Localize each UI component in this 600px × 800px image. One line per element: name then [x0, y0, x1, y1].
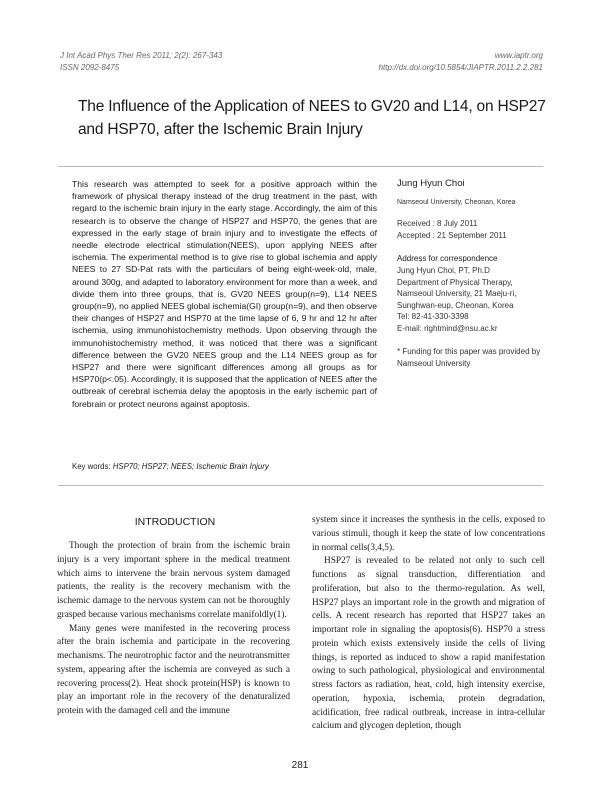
doi-link[interactable]: http://dx.doi.org/10.5854/JIAPTR.2011.2.2.281: [378, 63, 543, 72]
submission-dates: [397, 218, 547, 242]
journal-header-right: [379, 50, 543, 74]
body-column-right: [312, 514, 545, 734]
correspondence-line: Department of Physical Therapy,: [397, 277, 513, 287]
correspondence-line: Namseoul University, 21 Maeju-ri,: [397, 289, 517, 298]
body-paragraph: Though the protection of brain from the ischemic brain injury is a very important sphere in the medical treatment which aims to intervene the brain nervous system damaged patients, the reality is the recovery mechanism with the ischemic damage to the nervous system can not be thoroughly grasped because various mechanisms correlate manifoldly(1).: [57, 541, 290, 620]
author-sidebar: [397, 178, 547, 369]
author-affiliation: Namseoul University, Cheonan, Korea: [397, 199, 516, 206]
correspondence-phone: Tel: 82-41-330-3398: [397, 312, 469, 321]
journal-header-left: [60, 50, 222, 74]
paper-title: The Influence of the Application of NEES to GV20 and L14, on HSP27 and HSP70, after the Ischemic Brain Injury: [78, 98, 546, 138]
journal-citation: J Int Acad Phys Ther Res 2011; 2(2): 267-343: [60, 51, 223, 60]
correspondence-line: Sunghwan-eup, Cheonan, Korea: [397, 300, 514, 310]
correspondence-block: [397, 265, 547, 334]
keywords-list: HSP70; HSP27; NEES; Ischemic Brain Injury: [112, 462, 269, 471]
body-paragraph: system since it increases the synthesis in the cells, exposed to various stimuli, though it keep the state of low concentrations in normal cells(3,4,5).: [312, 515, 545, 553]
keywords: [72, 462, 377, 471]
accepted-date: Accepted : 21 September 2011: [397, 231, 507, 240]
received-date: Received : 8 July 2011: [397, 219, 478, 228]
correspondence-email[interactable]: E-mail: rightmind@nsu.ac.kr: [397, 323, 498, 333]
keywords-label: Key words:: [72, 462, 111, 471]
body-column-left: [57, 540, 290, 719]
correspondence-line: Jung Hyun Choi, PT, Ph.D: [397, 266, 490, 275]
journal-website[interactable]: www.iaptr.org: [494, 51, 543, 60]
body-paragraph: HSP27 is revealed to be related not only to such cell functions as signal transduction, differentiation and proliferation, but also to the thermo-regulation. As well, HSP27 plays an important role in the growth and migration of cells. A recent research has reported that HSP27 takes an important role in signaling the apoptosis(6). HSP70 a stress protein which exists extensively inside the cells of living things, is reported as induced to show a rapid manifestation owing to such pathological, physiological and environmental stress factors as radiation, heat, cold, high intensity exercise, operation, hypoxia, ischemia, protein degradation, acidification, free radical outbreak, increase in intra-cellular calcium and glycogen depletion, though: [312, 556, 545, 732]
introduction-heading: INTRODUCTION: [134, 516, 216, 528]
section-divider: [58, 485, 543, 486]
top-divider: [58, 166, 543, 167]
issn: ISSN 2092-8475: [60, 63, 120, 72]
author-name: Jung Hyun Choi: [397, 178, 465, 189]
body-paragraph: Many genes were manifested in the recovering process after the brain ischemia and participate in the recovering mechanisms. The neurotrophic factor and the neurotransmitter system, appearing after the ischemia are conveyed as such a recovering process(2). Heat shock protein(HSP) is known to play an important role in the recovery of the denaturalized protein with the damaged cell and the immune: [57, 623, 290, 716]
abstract: This research was attempted to seek for a positive approach within the framework of physical therapy instead of the drug treatment in the past, with regard to the ischemic brain injury in the early stage. Accordingly, the aim of this research is to observe the change of HSP27 and HSP70, the genes that are expressed in the early stage of brain injury and to investigate the effects of needle electrode electrical stimulation(NEES), upon applying NEES after ischemia. The experimental method is to give rise to global ischemia and apply NEES to 27 SD-Pat rats with the particulars of being eight-week-old, male, around 300g, and adapted to laboratory environment for more than a week, and divide them into three groups, that is, GV20 NEES group(n=9), L14 NEES group(n=9), no applied NEES global ischemia(GI) group(n=9), and then observe their changes of HSP27 and HSP70 at the time lapse of 6, 9 hr and 12 hr after ischemia, using immunohistochemistry methods. Upon observing through the immunohistochemistry method, it was noticed that there was a significant difference between the GV20 NEES group and the L14 NEES group as for HSP27 and there were significant differences among all groups as for HSP70(p<.05). Accordingly, it is supposed that the application of NEES after the outbreak of cerebral ischemia delay the apoptosis in the early ischemic part of forebrain or protect neurons against apoptosis.: [72, 179, 377, 409]
funding-note: * Funding for this paper was provided by Namseoul University: [397, 347, 541, 368]
page-number: 281: [291, 760, 309, 771]
correspondence-heading: Address for correspondence: [397, 254, 498, 263]
